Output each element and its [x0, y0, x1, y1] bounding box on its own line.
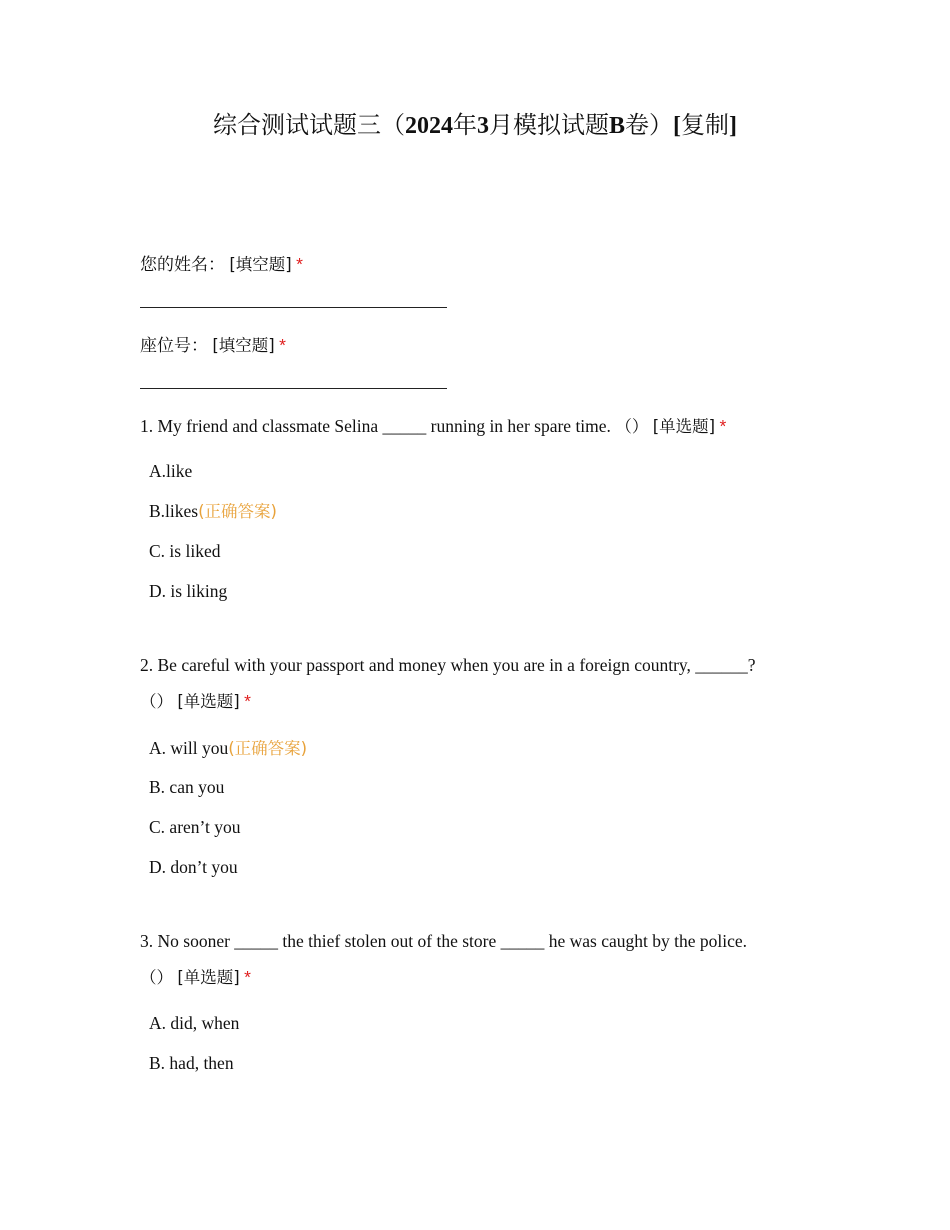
name-input-line[interactable] — [140, 307, 447, 308]
required-mark: * — [244, 691, 251, 711]
correct-answer-mark: (正确答案) — [198, 502, 277, 521]
question-type-tag: [单选题] — [652, 417, 716, 436]
title-year: 2024 — [404, 113, 453, 139]
question-type-tag: [单选题] — [177, 692, 240, 711]
option-label: A.like — [149, 461, 193, 481]
q2-option-a[interactable] — [149, 736, 307, 761]
title-text: 综合测试试题三（ — [212, 113, 405, 139]
question-type-tag: [单选题] — [177, 968, 240, 987]
q1-option-a[interactable] — [149, 459, 192, 483]
option-label: C. is liked — [149, 541, 221, 561]
q1-option-c[interactable] — [149, 539, 220, 563]
option-label: C. aren’t you — [149, 817, 241, 837]
field-label: 您的姓名： — [140, 255, 225, 275]
required-mark: * — [296, 254, 303, 274]
answer-paren: （） — [140, 692, 173, 711]
answer-paren: （） — [140, 968, 173, 987]
question-text: 2. Be careful with your passport and money when you are in a foreign country, ______? — [140, 655, 756, 675]
question-1-stem — [140, 414, 820, 439]
q1-option-b[interactable] — [149, 499, 277, 524]
question-text: 3. No sooner _____ the thief stolen out of the store _____ he was caught by the police. — [140, 931, 748, 951]
title-paper-b: B — [608, 113, 625, 139]
answer-paren: （） — [615, 417, 649, 436]
option-label: D. is liking — [149, 581, 228, 601]
option-label: B. had, then — [149, 1053, 234, 1073]
title-bracket-close: ] — [729, 113, 737, 139]
question-3-stem — [140, 929, 820, 953]
seat-field-label — [140, 333, 820, 358]
question-type-tag: [填空题] — [212, 336, 275, 355]
required-mark: * — [244, 967, 251, 987]
required-mark: * — [279, 335, 286, 355]
option-label: D. don’t you — [149, 857, 238, 877]
question-type-tag: [填空题] — [229, 255, 292, 274]
required-mark: * — [719, 416, 727, 436]
option-label: A. will you — [149, 738, 229, 758]
title-text-mid: 月模拟试题 — [488, 113, 609, 139]
option-label: A. did, when — [149, 1013, 240, 1033]
q2-option-c[interactable] — [149, 815, 241, 839]
option-label: B.likes — [149, 501, 199, 521]
correct-answer-mark: (正确答案) — [228, 739, 308, 758]
title-bracket-open: [ — [673, 113, 681, 139]
q3-option-b[interactable] — [149, 1051, 234, 1075]
q2-option-b[interactable] — [149, 775, 224, 799]
seat-input-line[interactable] — [140, 388, 447, 389]
title-copy-label: 复制 — [681, 113, 729, 139]
q3-option-a[interactable] — [149, 1011, 239, 1035]
option-label: B. can you — [149, 777, 225, 797]
q1-option-d[interactable] — [149, 579, 227, 603]
q2-option-d[interactable] — [149, 855, 238, 879]
field-label: 座位号： — [140, 336, 208, 356]
title-text-end: 卷） — [625, 113, 673, 139]
name-field-label — [140, 252, 820, 277]
question-2-stem — [140, 653, 820, 677]
page-title — [0, 110, 950, 142]
title-month: 3 — [476, 113, 489, 139]
question-text: 1. My friend and classmate Selina _____ running in her spare time. — [140, 416, 616, 436]
question-2-stem-line2 — [140, 689, 820, 714]
title-text-year-unit: 年 — [452, 113, 477, 139]
question-3-stem-line2 — [140, 965, 820, 990]
